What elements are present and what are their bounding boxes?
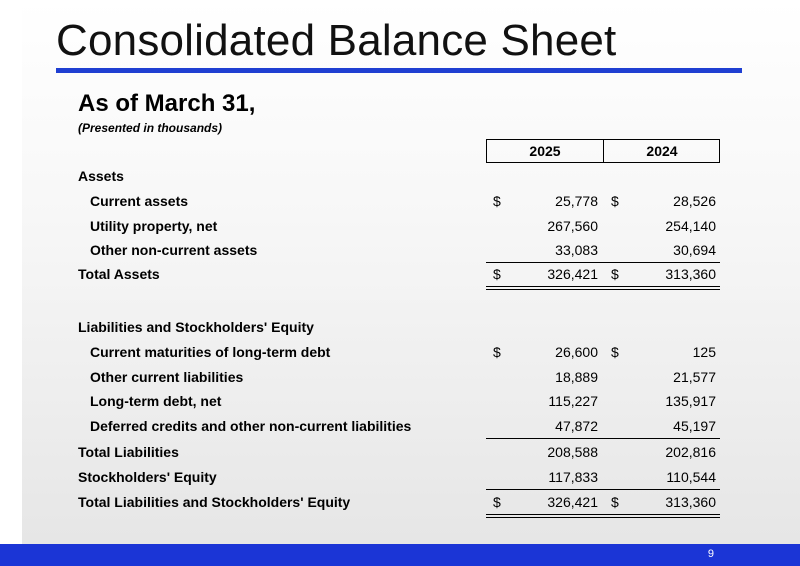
subtotal-rule (486, 489, 720, 490)
currency-symbol: $ (493, 494, 501, 510)
value-2025-stockholders-equity: 117,833 (548, 469, 598, 485)
value-2024-other-non-current-assets: 30,694 (673, 242, 716, 258)
value-2024-long-term-debt: 135,917 (665, 393, 716, 409)
row-label-other-non-current-assets: Other non-current assets (90, 242, 258, 258)
section-heading-assets: Assets (78, 168, 124, 184)
currency-symbol: $ (493, 266, 501, 282)
row-label-total-liabilities-equity: Total Liabilities and Stockholders' Equity (78, 494, 351, 510)
total-double-rule-top (486, 286, 720, 287)
value-2025-other-current-liabilities: 18,889 (555, 369, 598, 385)
value-2025-current-assets: 25,778 (555, 193, 598, 209)
page-number: 9 (707, 548, 714, 560)
page-title: Consolidated Balance Sheet (56, 16, 617, 65)
title-underline (56, 68, 742, 73)
currency-symbol: $ (493, 344, 501, 360)
total-double-rule-bottom (486, 517, 720, 518)
value-2024-utility-property: 254,140 (665, 218, 716, 234)
footer-bar (0, 544, 800, 566)
column-header-2024: 2024 (646, 143, 678, 159)
currency-symbol: $ (611, 344, 619, 360)
section-heading-liabilities-equity: Liabilities and Stockholders' Equity (78, 319, 314, 335)
row-label-current-maturities: Current maturities of long-term debt (90, 344, 331, 360)
value-2024-total-liabilities-equity: 313,360 (665, 494, 716, 510)
subtotal-rule (486, 262, 720, 263)
total-double-rule-bottom (486, 289, 720, 290)
value-2025-total-liabilities-equity: 326,421 (547, 494, 598, 510)
column-header-2025: 2025 (529, 143, 561, 159)
value-2025-current-maturities: 26,600 (555, 344, 598, 360)
value-2024-total-liabilities: 202,816 (665, 444, 716, 460)
units-note: (Presented in thousands) (78, 121, 223, 135)
value-2025-total-liabilities: 208,588 (547, 444, 598, 460)
row-label-long-term-debt: Long-term debt, net (90, 393, 222, 409)
currency-symbol: $ (611, 266, 619, 282)
value-2024-stockholders-equity: 110,544 (666, 469, 716, 485)
currency-symbol: $ (611, 193, 619, 209)
row-label-total-assets: Total Assets (78, 266, 160, 282)
value-2024-current-assets: 28,526 (673, 193, 716, 209)
row-label-total-liabilities: Total Liabilities (78, 444, 179, 460)
value-2024-other-current-liabilities: 21,577 (673, 369, 716, 385)
value-2024-total-assets: 313,360 (665, 266, 716, 282)
value-2025-total-assets: 326,421 (547, 266, 598, 282)
total-double-rule-top (486, 514, 720, 515)
value-2024-current-maturities: 125 (692, 344, 716, 360)
value-2025-deferred-credits: 47,872 (555, 418, 598, 434)
value-2025-long-term-debt: 115,227 (548, 393, 598, 409)
subtitle: As of March 31, (78, 90, 256, 117)
value-2025-other-non-current-assets: 33,083 (555, 242, 598, 258)
row-label-deferred-credits: Deferred credits and other non-current liabilities (90, 418, 412, 434)
currency-symbol: $ (611, 494, 619, 510)
value-2024-deferred-credits: 45,197 (673, 418, 716, 434)
row-label-utility-property: Utility property, net (90, 218, 218, 234)
value-2025-utility-property: 267,560 (547, 218, 598, 234)
subtotal-rule (486, 438, 720, 439)
currency-symbol: $ (493, 193, 501, 209)
row-label-current-assets: Current assets (90, 193, 189, 209)
row-label-stockholders-equity: Stockholders' Equity (78, 469, 217, 485)
row-label-other-current-liabilities: Other current liabilities (90, 369, 244, 385)
